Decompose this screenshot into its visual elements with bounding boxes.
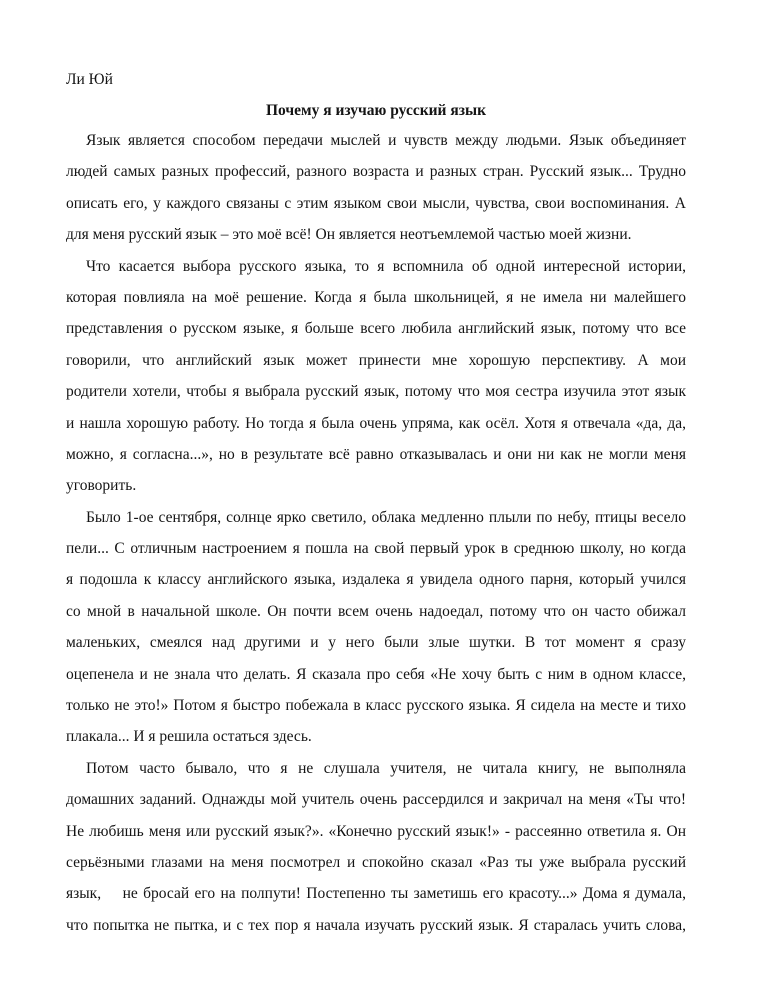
text-line: Было 1-ое сентября, солнце ярко светило, облака медленно плыли по небу, птицы весело (86, 508, 686, 526)
text-line: представления о русском языке, я больше всего любила английский язык, потому что все (66, 320, 686, 338)
paragraph-3 (66, 502, 686, 753)
text-line: можно, я согласна...», но в результате всё равно отказывалась и они ни как не могли меня (66, 445, 686, 463)
text-line: людей самых разных профессий, разного возраста и разных стран. Русский язык... Трудно (66, 163, 686, 181)
text-line: для меня русский язык – это моё всё! Он является неотъемлемой частью моей жизни. (66, 226, 632, 244)
essay-title: Почему я изучаю русский язык (265, 102, 487, 119)
text-line: уговорить. (66, 477, 137, 495)
paragraph-1 (66, 125, 686, 251)
author-name: Ли Юй (66, 71, 113, 88)
text-line: только не это!» Потом я быстро побежала в класс русского языка. Я сидела на месте и тихо (66, 697, 686, 715)
text-line: оцепенела и не знала что делать. Я сказала про себя «Не хочу быть с ним в одном классе, (66, 665, 686, 683)
text-line: и нашла хорошую работу. Но тогда я была очень упряма, как осёл. Хотя я отвечала «да, да, (66, 414, 686, 432)
text-line: описать его, у каждого связаны с этим языком свои мысли, чувства, свои воспоминания. А (66, 194, 686, 212)
paragraph-4 (66, 753, 686, 941)
text-line: домашних заданий. Однажды мой учитель очень рассердился и закричал на меня «Ты что! (66, 791, 686, 809)
document-body (66, 67, 686, 941)
text-line: плакала... И я решила остаться здесь. (66, 728, 312, 746)
text-line: язык, не бросай его на полпути! Постепенно ты заметишь его красоту...» Дома я думала, (66, 885, 686, 903)
text-line: я подошла к классу английского языка, издалека я увидела одного парня, который учился (66, 571, 686, 589)
text-line: пели... С отличным настроением я пошла на свой первый урок в среднюю школу, но когда (66, 540, 686, 558)
text-line: Язык является способом передачи мыслей и чувств между людьми. Язык объединяет (86, 132, 686, 149)
text-line: которая повлияла на моё решение. Когда я была школьницей, я не имела ни малейшего (66, 288, 686, 306)
text-line: Что касается выбора русского языка, то я вспомнила об одной интересной истории, (86, 257, 686, 275)
text-line: родители хотели, чтобы я выбрала русский язык, потому что моя сестра изучила этот язык (66, 383, 686, 401)
text-line: что попытка не пытка, и с тех пор я начала изучать русский язык. Я старалась учить слова, (66, 916, 686, 934)
text-line: говорили, что английский язык может принести мне хорошую перспективу. А мои (66, 351, 686, 369)
text-line: Не любишь меня или русский язык?». «Конечно русский язык!» - рассеянно ответила я. Он (66, 822, 686, 840)
text-line: серьёзными глазами на меня посмотрел и спокойно сказал «Раз ты уже выбрала русский (66, 853, 686, 871)
text-line: Потом часто бывало, что я не слушала учителя, не читала книгу, не выполняла (86, 759, 686, 777)
paragraph-2 (66, 251, 686, 502)
text-line: маленьких, смеялся над другими и у него были злые шутки. В тот момент я сразу (66, 634, 686, 652)
text-line: со мной в начальной школе. Он почти всем очень надоедал, потому что он часто обижал (66, 602, 686, 620)
